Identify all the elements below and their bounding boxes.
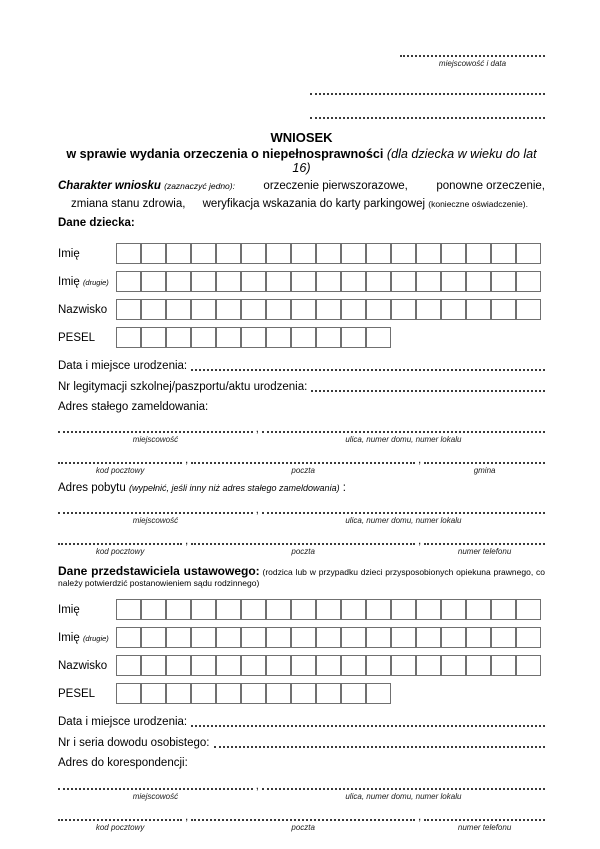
comma-separator: ,	[418, 454, 422, 466]
comma-separator: ,	[185, 535, 189, 547]
char-box[interactable]	[516, 271, 541, 292]
char-box[interactable]	[366, 683, 391, 704]
char-box[interactable]	[241, 327, 266, 348]
char-box[interactable]	[466, 655, 491, 676]
char-box[interactable]	[191, 299, 216, 320]
postal-code-caption: kod pocztowy	[95, 823, 145, 832]
mailing-phone-fill[interactable]	[424, 818, 545, 821]
char-box[interactable]	[116, 243, 141, 264]
char-box[interactable]	[141, 299, 166, 320]
char-box[interactable]	[491, 599, 516, 620]
char-box[interactable]	[141, 655, 166, 676]
child-first-name-boxes	[116, 243, 541, 264]
char-box[interactable]	[141, 243, 166, 264]
char-box[interactable]	[516, 243, 541, 264]
char-box[interactable]	[466, 271, 491, 292]
char-box[interactable]	[491, 243, 516, 264]
char-box[interactable]	[191, 599, 216, 620]
child-birth-line	[58, 359, 545, 373]
char-box[interactable]	[391, 627, 416, 648]
stay-address-heading-text: Adres pobytu	[58, 482, 126, 494]
form-subtitle-main: w sprawie wydania orzeczenia o niepełnosprawności	[66, 147, 384, 161]
char-box[interactable]	[166, 271, 191, 292]
mailing-post-office-fill[interactable]	[191, 818, 415, 821]
char-box[interactable]	[216, 327, 241, 348]
char-box[interactable]	[516, 655, 541, 676]
char-box[interactable]	[466, 243, 491, 264]
char-box[interactable]	[216, 243, 241, 264]
char-box[interactable]	[266, 655, 291, 676]
char-box[interactable]	[416, 271, 441, 292]
char-box[interactable]	[291, 299, 316, 320]
child-document-label: Nr legitymacji szkolnej/paszportu/aktu urodzenia:	[58, 381, 308, 393]
child-birth-label: Data i miejsce urodzenia:	[58, 360, 188, 372]
char-box[interactable]	[316, 327, 341, 348]
char-box[interactable]	[141, 627, 166, 648]
place-date-caption: miejscowość i data	[438, 59, 507, 68]
char-box[interactable]	[191, 243, 216, 264]
form-subtitle	[58, 147, 545, 175]
char-box[interactable]	[466, 627, 491, 648]
city-caption: miejscowość	[132, 792, 179, 801]
char-box[interactable]	[341, 271, 366, 292]
char-box[interactable]	[491, 627, 516, 648]
guardian-id-line	[58, 736, 545, 750]
gmina-caption: gmina	[473, 466, 496, 475]
char-box[interactable]	[416, 599, 441, 620]
char-box[interactable]	[216, 655, 241, 676]
stay-phone-fill[interactable]	[424, 542, 545, 545]
char-box[interactable]	[366, 627, 391, 648]
request-type-option-repeat: ponowne orzeczenie,	[436, 180, 545, 192]
comma-separator: ,	[255, 423, 259, 435]
char-box[interactable]	[116, 271, 141, 292]
char-box[interactable]	[316, 599, 341, 620]
guardian-section-note: (rodzica lub w przypadku dzieci przysposobionych opiekuna prawnego, co należy potwierdzić postanowieniem sądu rodzinnego)	[58, 567, 546, 588]
char-box[interactable]	[166, 599, 191, 620]
permanent-gmina-fill[interactable]	[424, 461, 545, 464]
char-box[interactable]	[491, 299, 516, 320]
char-box[interactable]	[241, 627, 266, 648]
mailing-street-fill[interactable]	[262, 787, 545, 790]
char-box[interactable]	[516, 627, 541, 648]
stay-address-heading-colon: :	[342, 482, 346, 494]
post-office-caption: poczta	[291, 547, 315, 556]
char-box[interactable]	[266, 627, 291, 648]
permanent-city-fill[interactable]	[58, 430, 253, 433]
char-box[interactable]	[416, 627, 441, 648]
char-box[interactable]	[341, 243, 366, 264]
child-surname-row	[58, 299, 545, 320]
guardian-surname-row	[58, 655, 545, 676]
char-box[interactable]	[341, 599, 366, 620]
char-box[interactable]	[416, 655, 441, 676]
char-box[interactable]	[166, 299, 191, 320]
char-box[interactable]	[116, 655, 141, 676]
char-box[interactable]	[391, 599, 416, 620]
guardian-birth-label: Data i miejsce urodzenia:	[58, 716, 188, 728]
child-surname-label: Nazwisko	[58, 303, 108, 316]
char-box[interactable]	[191, 683, 216, 704]
permanent-post-office-fill[interactable]	[191, 461, 415, 464]
char-box[interactable]	[516, 299, 541, 320]
char-box[interactable]	[291, 599, 316, 620]
mailing-address-row-2	[58, 811, 545, 823]
stay-address-row-1-labels	[58, 516, 545, 525]
child-middle-name-boxes	[116, 271, 541, 292]
char-box[interactable]	[166, 683, 191, 704]
char-box[interactable]	[341, 327, 366, 348]
permanent-address-heading: Adres stałego zameldowania:	[58, 401, 209, 413]
guardian-first-name-boxes	[116, 599, 541, 620]
char-box[interactable]	[291, 683, 316, 704]
guardian-surname-label: Nazwisko	[58, 659, 108, 672]
mailing-postal-code-fill[interactable]	[58, 818, 182, 821]
char-box[interactable]	[316, 683, 341, 704]
stay-city-fill[interactable]	[58, 511, 253, 514]
char-box[interactable]	[391, 299, 416, 320]
form-title: WNIOSEK	[270, 130, 333, 145]
char-box[interactable]	[391, 655, 416, 676]
guardian-surname-boxes	[116, 655, 541, 676]
char-box[interactable]	[166, 243, 191, 264]
place-date-fill-line[interactable]	[400, 54, 545, 57]
city-caption: miejscowość	[132, 435, 179, 444]
postal-code-caption: kod pocztowy	[95, 466, 145, 475]
child-pesel-label: PESEL	[58, 331, 96, 344]
guardian-first-name-label: Imię	[58, 603, 80, 616]
child-pesel-row	[58, 327, 545, 348]
char-box[interactable]	[266, 271, 291, 292]
street-caption: ulica, numer domu, numer lokalu	[345, 435, 462, 444]
char-box[interactable]	[216, 627, 241, 648]
char-box[interactable]	[241, 243, 266, 264]
char-box[interactable]	[516, 599, 541, 620]
char-box[interactable]	[391, 243, 416, 264]
char-box[interactable]	[466, 299, 491, 320]
char-box[interactable]	[466, 599, 491, 620]
child-section-heading: Dane dziecka:	[58, 217, 135, 229]
guardian-pesel-boxes	[116, 683, 391, 704]
char-box[interactable]	[441, 599, 466, 620]
post-office-caption: poczta	[291, 466, 315, 475]
char-box[interactable]	[166, 327, 191, 348]
post-office-caption: poczta	[291, 823, 315, 832]
char-box[interactable]	[491, 271, 516, 292]
city-caption: miejscowość	[132, 516, 179, 525]
char-box[interactable]	[291, 271, 316, 292]
permanent-street-fill[interactable]	[262, 430, 545, 433]
char-box[interactable]	[341, 299, 366, 320]
request-type-option-health-change: zmiana stanu zdrowia,	[71, 198, 186, 210]
child-document-line	[58, 380, 545, 394]
permanent-address-row-1-labels	[58, 435, 545, 444]
header-signature-area	[310, 54, 545, 119]
guardian-middle-name-boxes	[116, 627, 541, 648]
char-box[interactable]	[266, 243, 291, 264]
char-box[interactable]	[216, 683, 241, 704]
phone-caption: numer telefonu	[457, 823, 512, 832]
street-caption: ulica, numer domu, numer lokalu	[345, 516, 462, 525]
char-box[interactable]	[441, 271, 466, 292]
request-type-label-group	[58, 180, 235, 192]
comma-separator: ,	[185, 811, 189, 823]
char-box[interactable]	[291, 655, 316, 676]
char-box[interactable]	[266, 683, 291, 704]
header-fill-line-1[interactable]	[310, 92, 545, 95]
char-box[interactable]	[141, 683, 166, 704]
char-box[interactable]	[441, 627, 466, 648]
char-box[interactable]	[266, 599, 291, 620]
child-first-name-label: Imię	[58, 247, 80, 260]
char-box[interactable]	[241, 299, 266, 320]
stay-street-fill[interactable]	[262, 511, 545, 514]
guardian-section-heading-line	[58, 566, 545, 589]
char-box[interactable]	[241, 683, 266, 704]
request-type-line-2	[58, 198, 545, 210]
char-box[interactable]	[166, 627, 191, 648]
request-type-option-parking-note: (konieczne oświadczenie).	[428, 199, 528, 209]
char-box[interactable]	[491, 655, 516, 676]
char-box[interactable]	[141, 599, 166, 620]
request-type-option-parking-card: weryfikacja wskazania do karty parkingowej	[202, 198, 426, 210]
guardian-section-heading: Dane przedstawiciela ustawowego:	[58, 564, 260, 578]
permanent-address-row-2-labels	[58, 466, 545, 475]
char-box[interactable]	[291, 327, 316, 348]
char-box[interactable]	[241, 271, 266, 292]
char-box[interactable]	[141, 327, 166, 348]
child-middle-name-row	[58, 271, 545, 292]
char-box[interactable]	[166, 655, 191, 676]
guardian-pesel-row	[58, 683, 545, 704]
char-box[interactable]	[341, 683, 366, 704]
char-box[interactable]	[141, 271, 166, 292]
request-type-label: Charakter wniosku	[58, 180, 161, 192]
child-middle-name-note: (drugie)	[82, 277, 109, 287]
child-middle-name-label: Imię (drugie)	[58, 275, 109, 288]
postal-code-caption: kod pocztowy	[95, 547, 145, 556]
char-box[interactable]	[216, 271, 241, 292]
char-box[interactable]	[191, 655, 216, 676]
char-box[interactable]	[191, 327, 216, 348]
char-box[interactable]	[266, 327, 291, 348]
header-fill-line-2[interactable]	[310, 116, 545, 119]
guardian-pesel-label: PESEL	[58, 687, 96, 700]
permanent-address-row-1	[58, 423, 545, 435]
char-box[interactable]	[216, 299, 241, 320]
stay-address-row-2	[58, 535, 545, 547]
char-box[interactable]	[191, 627, 216, 648]
char-box[interactable]	[316, 299, 341, 320]
stay-address-row-1	[58, 504, 545, 516]
char-box[interactable]	[316, 271, 341, 292]
char-box[interactable]	[441, 299, 466, 320]
char-box[interactable]	[291, 243, 316, 264]
guardian-middle-name-label: Imię (drugie)	[58, 631, 109, 644]
child-document-fill[interactable]	[311, 389, 545, 392]
char-box[interactable]	[116, 627, 141, 648]
stay-post-office-fill[interactable]	[191, 542, 415, 545]
char-box[interactable]	[366, 599, 391, 620]
guardian-middle-name-note: (drugie)	[82, 633, 109, 643]
request-type-line-1	[58, 180, 545, 192]
guardian-id-label: Nr i seria dowodu osobistego:	[58, 737, 210, 749]
comma-separator: ,	[255, 504, 259, 516]
char-box[interactable]	[241, 599, 266, 620]
char-box[interactable]	[366, 327, 391, 348]
guardian-id-fill[interactable]	[214, 745, 546, 748]
char-box[interactable]	[316, 655, 341, 676]
char-box[interactable]	[391, 271, 416, 292]
permanent-postal-code-fill[interactable]	[58, 461, 182, 464]
char-box[interactable]	[366, 299, 391, 320]
mailing-city-fill[interactable]	[58, 787, 253, 790]
child-surname-boxes	[116, 299, 541, 320]
char-box[interactable]	[266, 299, 291, 320]
phone-caption: numer telefonu	[457, 547, 512, 556]
comma-separator: ,	[418, 535, 422, 547]
char-box[interactable]	[291, 627, 316, 648]
stay-postal-code-fill[interactable]	[58, 542, 182, 545]
char-box[interactable]	[341, 655, 366, 676]
char-box[interactable]	[366, 243, 391, 264]
stay-address-heading-note: (wypełnić, jeśli inny niż adres stałego zameldowania)	[128, 483, 340, 493]
char-box[interactable]	[241, 655, 266, 676]
form-subtitle-note: (dla dziecka w wieku do lat 16)	[292, 147, 537, 175]
char-box[interactable]	[416, 299, 441, 320]
char-box[interactable]	[116, 299, 141, 320]
guardian-birth-fill[interactable]	[191, 724, 545, 727]
request-type-option-first-time: orzeczenie pierwszorazowe,	[263, 180, 408, 192]
street-caption: ulica, numer domu, numer lokalu	[345, 792, 462, 801]
child-birth-fill[interactable]	[191, 368, 545, 371]
char-box[interactable]	[441, 243, 466, 264]
char-box[interactable]	[416, 243, 441, 264]
mailing-address-row-1-labels	[58, 792, 545, 801]
char-box[interactable]	[316, 627, 341, 648]
char-box[interactable]	[441, 655, 466, 676]
char-box[interactable]	[366, 655, 391, 676]
char-box[interactable]	[116, 599, 141, 620]
mailing-address-heading: Adres do korespondencji:	[58, 757, 188, 769]
comma-separator: ,	[255, 780, 259, 792]
mailing-address-row-2-labels	[58, 823, 545, 832]
guardian-birth-line	[58, 715, 545, 729]
request-type-note: (zaznaczyć jedno):	[164, 181, 235, 191]
stay-address-heading	[58, 482, 545, 494]
char-box[interactable]	[316, 243, 341, 264]
comma-separator: ,	[418, 811, 422, 823]
char-box[interactable]	[341, 627, 366, 648]
guardian-first-name-row	[58, 599, 545, 620]
permanent-address-row-2	[58, 454, 545, 466]
child-first-name-row	[58, 243, 545, 264]
comma-separator: ,	[185, 454, 189, 466]
char-box[interactable]	[216, 599, 241, 620]
char-box[interactable]	[116, 683, 141, 704]
mailing-address-row-1	[58, 780, 545, 792]
char-box[interactable]	[191, 271, 216, 292]
child-pesel-boxes	[116, 327, 391, 348]
char-box[interactable]	[366, 271, 391, 292]
stay-address-row-2-labels	[58, 547, 545, 556]
char-box[interactable]	[116, 327, 141, 348]
guardian-middle-name-row	[58, 627, 545, 648]
